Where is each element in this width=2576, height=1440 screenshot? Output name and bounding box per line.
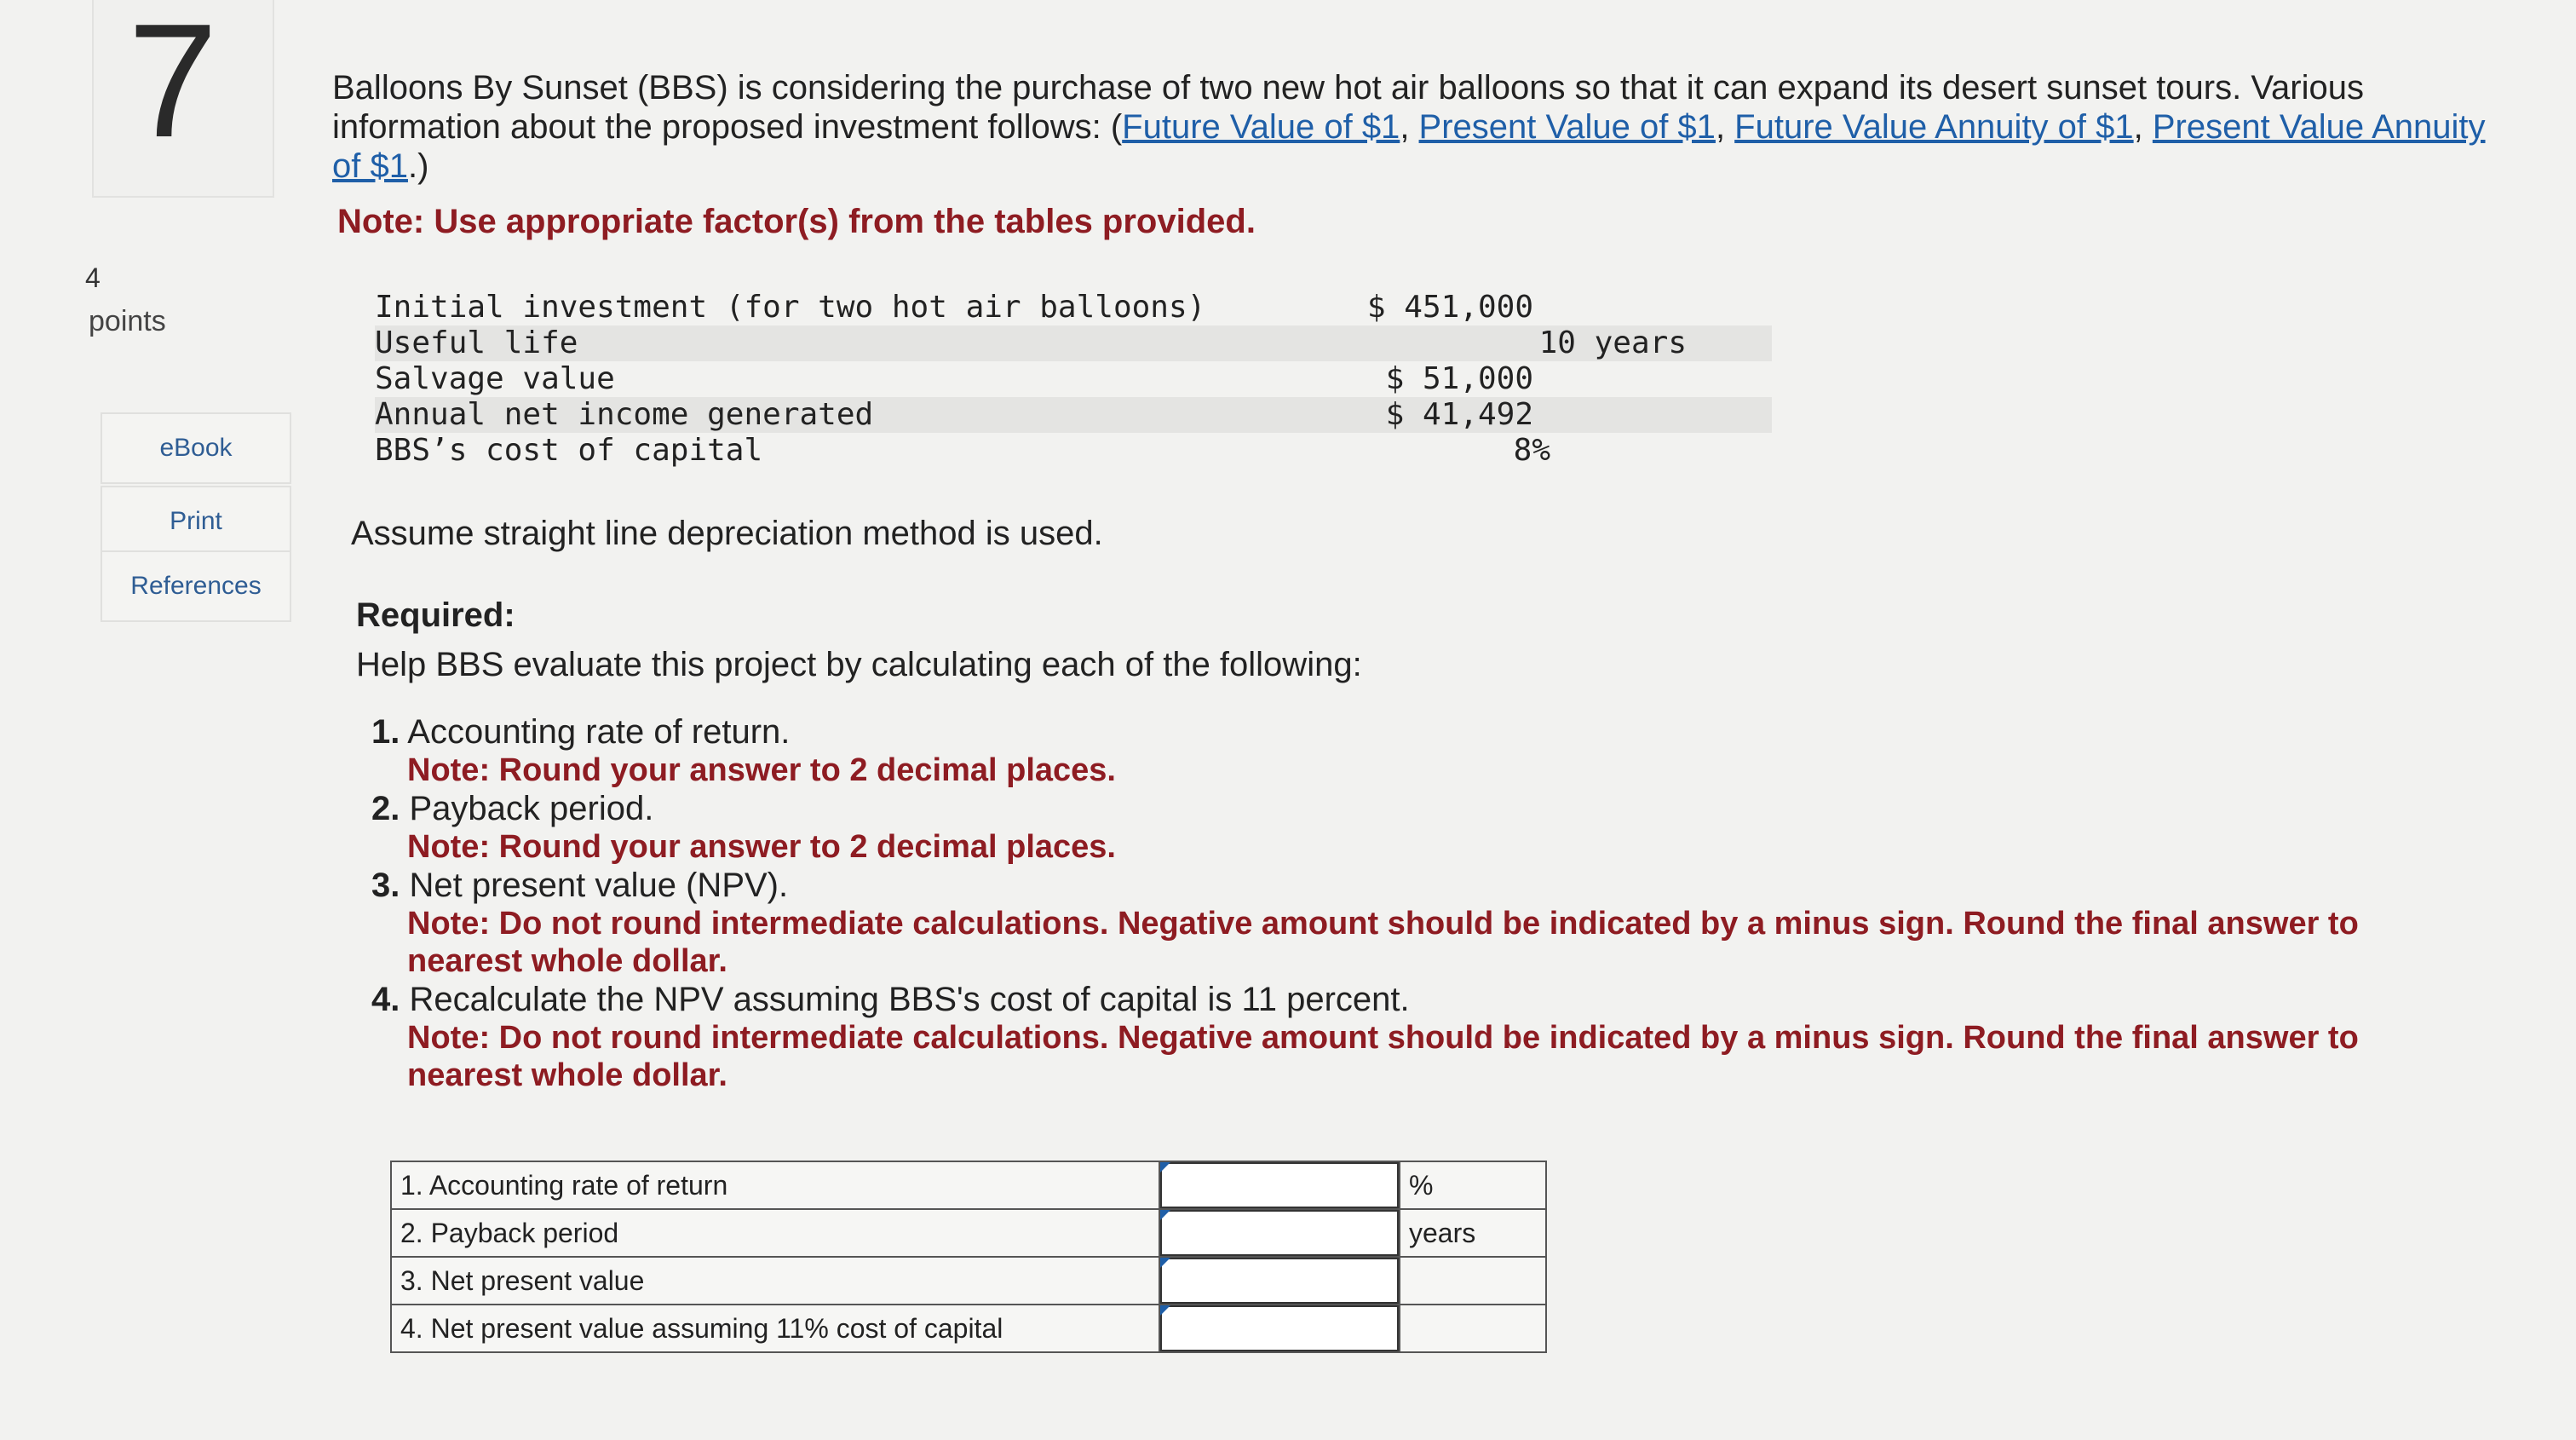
answer-input-cell: [1159, 1161, 1400, 1209]
input-marker-icon: [1160, 1258, 1170, 1268]
data-value: 10 years: [1538, 325, 1687, 360]
answer-label: 4. Net present value assuming 11% cost of capital: [391, 1305, 1159, 1352]
npv-11-percent-input[interactable]: [1160, 1305, 1399, 1351]
references-link[interactable]: References: [101, 550, 291, 622]
requirement-number: 3.: [371, 867, 400, 904]
data-value: $ 51,000: [1385, 361, 1533, 396]
answer-input-cell: [1159, 1257, 1400, 1305]
requirements-list: [371, 712, 2450, 1094]
points-value: 4: [85, 262, 101, 293]
input-marker-icon: [1160, 1305, 1170, 1316]
answer-row: [391, 1209, 1546, 1257]
intro-closing: .): [407, 147, 429, 185]
investment-data-table: [375, 290, 1772, 469]
ebook-link[interactable]: eBook: [101, 412, 291, 484]
requirement-note: Note: Do not round intermediate calculations. Negative amount should be indicated by a minus sign. Round the final answer to nearest whole dollar.: [407, 1020, 2359, 1093]
data-row: [375, 397, 1772, 433]
present-value-annuity-link[interactable]: Present Value Annuity of $1: [332, 108, 2486, 185]
factor-note: Note: Use appropriate factor(s) from the tables provided.: [337, 203, 1256, 240]
required-text: Help BBS evaluate this project by calculating each of the following:: [356, 646, 1362, 683]
input-marker-icon: [1160, 1210, 1170, 1220]
requirement-note: Note: Do not round intermediate calculations. Negative amount should be indicated by a minus sign. Round the final answer to nearest whole dollar.: [407, 906, 2359, 979]
answer-input-cell: [1159, 1209, 1400, 1257]
answer-unit: [1400, 1257, 1546, 1305]
answer-unit: [1400, 1305, 1546, 1352]
problem-intro: Balloons By Sunset (BBS) is considering the purchase of two new hot air balloons so that it can expand its desert sunset tours. Various information about the proposed investment follows: (Future Value of $1, Present Value of $1, Future Value Annuity of $1, Present Value Annuity of $1.): [332, 69, 2486, 185]
question-number: 7: [128, 0, 218, 171]
answer-unit: %: [1400, 1161, 1546, 1209]
requirement-item: [371, 980, 2450, 1019]
requirement-text: Recalculate the NPV assuming BBS's cost of capital is 11 percent.: [409, 981, 1410, 1018]
data-row: [375, 433, 1772, 469]
present-value-link[interactable]: Present Value of $1: [1418, 108, 1716, 146]
answer-row: [391, 1305, 1546, 1352]
data-label: Useful life: [375, 325, 578, 360]
requirement-text: Net present value (NPV).: [409, 867, 789, 904]
requirement-number: 1.: [371, 713, 400, 751]
answer-row: [391, 1161, 1546, 1209]
points-label: points: [89, 305, 166, 337]
npv-input[interactable]: [1160, 1258, 1399, 1304]
data-row: [375, 325, 1772, 361]
accounting-rate-input[interactable]: [1160, 1162, 1399, 1208]
requirement-number: 2.: [371, 790, 400, 827]
data-value: $ 41,492: [1385, 397, 1533, 432]
future-value-link[interactable]: Future Value of $1: [1122, 108, 1400, 146]
data-row: [375, 290, 1772, 325]
future-value-annuity-link[interactable]: Future Value Annuity of $1: [1734, 108, 2134, 146]
data-label: BBS’s cost of capital: [375, 433, 763, 468]
data-value: 8%: [1513, 433, 1550, 468]
depreciation-assumption: Assume straight line depreciation method is used.: [351, 515, 1103, 552]
data-label: Initial investment (for two hot air balloons): [375, 290, 1206, 325]
answer-label: 1. Accounting rate of return: [391, 1161, 1159, 1209]
requirement-note: Note: Round your answer to 2 decimal places.: [407, 752, 1116, 788]
requirement-text: Accounting rate of return.: [407, 713, 791, 751]
print-link[interactable]: Print: [101, 486, 291, 557]
requirement-item: [371, 712, 2450, 752]
answer-label: 3. Net present value: [391, 1257, 1159, 1305]
requirement-item: [371, 789, 2450, 828]
data-value: $ 451,000: [1366, 290, 1533, 325]
answer-unit: years: [1400, 1209, 1546, 1257]
requirement-text: Payback period.: [409, 790, 654, 827]
payback-period-input[interactable]: [1160, 1210, 1399, 1256]
data-label: Annual net income generated: [375, 397, 874, 432]
input-marker-icon: [1160, 1162, 1170, 1172]
requirement-number: 4.: [371, 981, 400, 1018]
answer-input-cell: [1159, 1305, 1400, 1352]
answer-label: 2. Payback period: [391, 1209, 1159, 1257]
requirement-note: Note: Round your answer to 2 decimal places.: [407, 829, 1116, 865]
data-row: [375, 361, 1772, 397]
answer-row: [391, 1257, 1546, 1305]
intro-text: Balloons By Sunset (BBS) is considering the purchase of two new hot air balloons so that it can expand its desert sunset tours. Various information about the proposed investment follows: (: [332, 69, 2364, 146]
data-label: Salvage value: [375, 361, 615, 396]
required-heading: Required:: [356, 596, 515, 634]
requirement-item: [371, 866, 2450, 905]
answer-table: [390, 1161, 1547, 1353]
